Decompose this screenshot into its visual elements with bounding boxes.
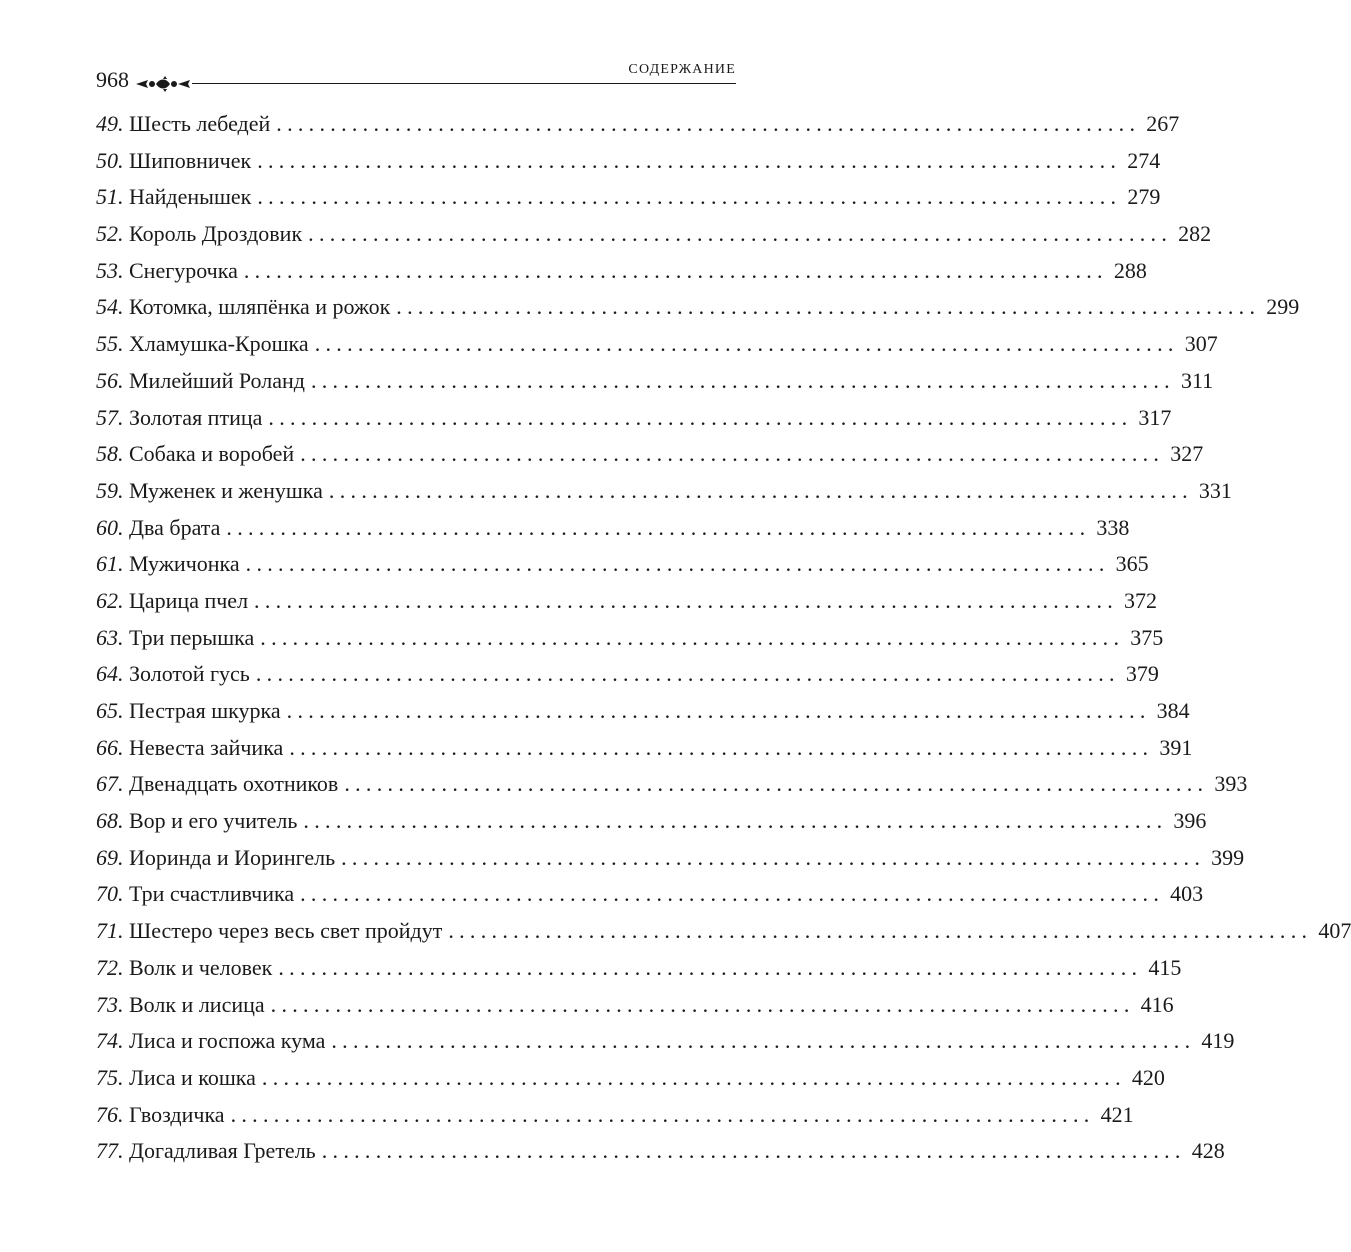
entry-title: Волк и лисица xyxy=(129,991,265,1017)
entry-title: Шесть лебедей xyxy=(129,111,271,136)
toc-entry xyxy=(96,656,1159,693)
toc-entry xyxy=(96,179,1161,216)
entry-page-number: 384 xyxy=(1156,698,1190,723)
entry-page-number: 428 xyxy=(1191,1138,1225,1164)
entry-title: Невеста зайчика xyxy=(129,734,284,760)
entry-title: Шиповничек xyxy=(129,147,252,173)
entry-page-number: 375 xyxy=(1130,624,1164,650)
toc-entry xyxy=(96,876,1204,913)
entry-title: Волк и человек xyxy=(129,954,273,980)
entry-number: 55. xyxy=(96,331,124,357)
entry-number: 49. xyxy=(96,111,124,136)
entry-title: Догадливая Гретель xyxy=(129,1138,316,1164)
toc-entry xyxy=(96,840,1245,877)
entry-number: 60. xyxy=(96,514,124,540)
toc-entry xyxy=(96,1097,1134,1134)
entry-title: Король Дроздовик xyxy=(129,221,303,247)
entry-number: 76. xyxy=(96,1101,124,1127)
entry-title: Шестеро через весь свет пройдут xyxy=(129,918,443,944)
dot-leader: ................................................................................ xyxy=(261,1064,1126,1090)
toc-entry xyxy=(96,987,1174,1024)
entry-page-number: 399 xyxy=(1211,844,1245,870)
dot-leader: ................................................................................ xyxy=(243,257,1108,283)
entry-title: Золотая птица xyxy=(129,404,263,430)
toc-entry xyxy=(96,1133,1225,1170)
entry-page-number: 331 xyxy=(1198,477,1232,503)
entry-number: 66. xyxy=(96,734,124,760)
entry-number: 58. xyxy=(96,441,124,467)
entry-number: 68. xyxy=(96,808,124,834)
entry-page-number: 379 xyxy=(1125,661,1159,687)
dot-leader: ................................................................................ xyxy=(276,111,1141,136)
toc-entry xyxy=(96,583,1158,620)
entry-page-number: 407 xyxy=(1318,918,1351,944)
toc-entry xyxy=(96,473,1232,510)
toc-entry xyxy=(96,363,1214,400)
entry-title: Иоринда и Иорингель xyxy=(129,844,336,870)
entry-number: 51. xyxy=(96,184,124,210)
toc-entry xyxy=(96,546,1149,583)
entry-number: 74. xyxy=(96,1028,124,1054)
toc-entry xyxy=(96,400,1172,437)
dot-leader: ................................................................................ xyxy=(257,184,1122,210)
toc-entry xyxy=(96,289,1300,326)
toc-entry xyxy=(96,253,1147,290)
toc-entry xyxy=(96,913,1351,950)
entry-title: Милейший Роланд xyxy=(129,367,305,393)
header-rule xyxy=(192,83,736,84)
entry-page-number: 274 xyxy=(1127,147,1161,173)
toc-entry xyxy=(96,620,1164,657)
entry-number: 65. xyxy=(96,698,124,723)
dot-leader: ................................................................................ xyxy=(300,441,1165,467)
dot-leader: ................................................................................ xyxy=(289,734,1154,760)
entry-page-number: 391 xyxy=(1159,734,1193,760)
dot-leader: ................................................................................ xyxy=(448,918,1313,944)
entry-page-number: 415 xyxy=(1148,954,1182,980)
entry-page-number: 311 xyxy=(1180,367,1214,393)
entry-page-number: 421 xyxy=(1100,1101,1134,1127)
entry-number: 54. xyxy=(96,294,124,320)
entry-page-number: 365 xyxy=(1115,551,1149,577)
entry-title: Гвоздичка xyxy=(129,1101,225,1127)
dot-leader: ................................................................................ xyxy=(260,624,1125,650)
entry-page-number: 420 xyxy=(1131,1064,1165,1090)
entry-page-number: 419 xyxy=(1201,1028,1235,1054)
toc-entry xyxy=(96,510,1130,547)
dot-leader: ................................................................................ xyxy=(328,477,1193,503)
entry-title: Золотой гусь xyxy=(129,661,250,687)
entry-number: 52. xyxy=(96,221,124,247)
entry-page-number: 416 xyxy=(1140,991,1174,1017)
entry-page-number: 299 xyxy=(1266,294,1300,320)
entry-page-number: 267 xyxy=(1146,111,1180,136)
dot-leader: ................................................................................ xyxy=(321,1138,1186,1164)
dot-leader: ................................................................................ xyxy=(226,514,1091,540)
entry-title: Муженек и женушка xyxy=(129,477,323,503)
entry-number: 70. xyxy=(96,881,124,907)
entry-number: 77. xyxy=(96,1138,124,1164)
entry-page-number: 393 xyxy=(1214,771,1248,797)
entry-number: 53. xyxy=(96,257,124,283)
entry-page-number: 327 xyxy=(1170,441,1204,467)
entry-title: Собака и воробей xyxy=(129,441,295,467)
table-of-contents xyxy=(96,106,1351,1170)
entry-number: 75. xyxy=(96,1064,124,1090)
entry-number: 61. xyxy=(96,551,124,577)
dot-leader: ................................................................................ xyxy=(278,954,1143,980)
entry-page-number: 279 xyxy=(1127,184,1161,210)
entry-title: Котомка, шляпёнка и рожок xyxy=(129,294,391,320)
toc-entry xyxy=(96,326,1218,363)
entry-title: Хламушка-Крошка xyxy=(129,331,309,357)
entry-page-number: 282 xyxy=(1178,221,1212,247)
dot-leader: ................................................................................ xyxy=(331,1028,1196,1054)
entry-number: 50. xyxy=(96,147,124,173)
entry-title: Лиса и кошка xyxy=(129,1064,256,1090)
toc-entry xyxy=(96,143,1161,180)
entry-number: 64. xyxy=(96,661,124,687)
entry-number: 62. xyxy=(96,587,124,613)
entry-page-number: 338 xyxy=(1096,514,1130,540)
dot-leader: ................................................................................ xyxy=(303,808,1168,834)
entry-title: Лиса и госпожа кума xyxy=(129,1028,326,1054)
dot-leader: ................................................................................ xyxy=(268,404,1133,430)
toc-entry xyxy=(96,216,1212,253)
entry-number: 59. xyxy=(96,477,124,503)
running-title: СОДЕРЖАНИЕ xyxy=(628,62,736,77)
page-number: 968 xyxy=(96,67,129,92)
toc-entry xyxy=(96,436,1204,473)
dot-leader: ................................................................................ xyxy=(255,661,1120,687)
dot-leader: ................................................................................ xyxy=(396,294,1261,320)
fleuron-icon xyxy=(134,76,192,92)
entry-number: 56. xyxy=(96,367,124,393)
dot-leader: ................................................................................ xyxy=(257,147,1122,173)
dot-leader: ................................................................................ xyxy=(308,221,1173,247)
toc-entry xyxy=(96,106,1180,143)
entry-number: 57. xyxy=(96,404,124,430)
entry-number: 67. xyxy=(96,771,124,797)
dot-leader: ................................................................................ xyxy=(344,771,1209,797)
entry-page-number: 396 xyxy=(1173,808,1207,834)
entry-number: 71. xyxy=(96,918,124,944)
dot-leader: ................................................................................ xyxy=(300,881,1165,907)
toc-entry xyxy=(96,766,1248,803)
entry-page-number: 372 xyxy=(1124,587,1158,613)
entry-page-number: 307 xyxy=(1184,331,1218,357)
toc-entry xyxy=(96,1060,1165,1097)
dot-leader: ................................................................................ xyxy=(270,991,1135,1017)
entry-title: Три перышка xyxy=(129,624,255,650)
toc-entry xyxy=(96,730,1193,767)
dot-leader: ................................................................................ xyxy=(254,587,1119,613)
entry-title: Мужичонка xyxy=(129,551,240,577)
entry-page-number: 317 xyxy=(1138,404,1172,430)
entry-number: 72. xyxy=(96,954,124,980)
entry-title: Три счастливчика xyxy=(129,881,295,907)
dot-leader: ................................................................................ xyxy=(245,551,1110,577)
entry-page-number: 288 xyxy=(1113,257,1147,283)
entry-page-number: 403 xyxy=(1170,881,1204,907)
entry-number: 73. xyxy=(96,991,124,1017)
dot-leader: ................................................................................ xyxy=(341,844,1206,870)
entry-title: Пестрая шкурка xyxy=(129,698,281,723)
dot-leader: ................................................................................ xyxy=(230,1101,1095,1127)
dot-leader: ................................................................................ xyxy=(310,367,1175,393)
entry-title: Двенадцать охотников xyxy=(129,771,339,797)
page-header xyxy=(96,62,736,96)
dot-leader: ................................................................................ xyxy=(314,331,1179,357)
toc-entry xyxy=(96,950,1182,987)
entry-title: Вор и его учитель xyxy=(129,808,298,834)
toc-entry xyxy=(96,1023,1235,1060)
entry-title: Царица пчел xyxy=(129,587,249,613)
entry-number: 69. xyxy=(96,844,124,870)
entry-title: Найденышек xyxy=(129,184,252,210)
entry-number: 63. xyxy=(96,624,124,650)
entry-title: Снегурочка xyxy=(129,257,238,283)
entry-title: Два брата xyxy=(129,514,221,540)
toc-entry xyxy=(96,803,1207,840)
toc-entry xyxy=(96,693,1190,730)
dot-leader: ................................................................................ xyxy=(286,698,1151,723)
